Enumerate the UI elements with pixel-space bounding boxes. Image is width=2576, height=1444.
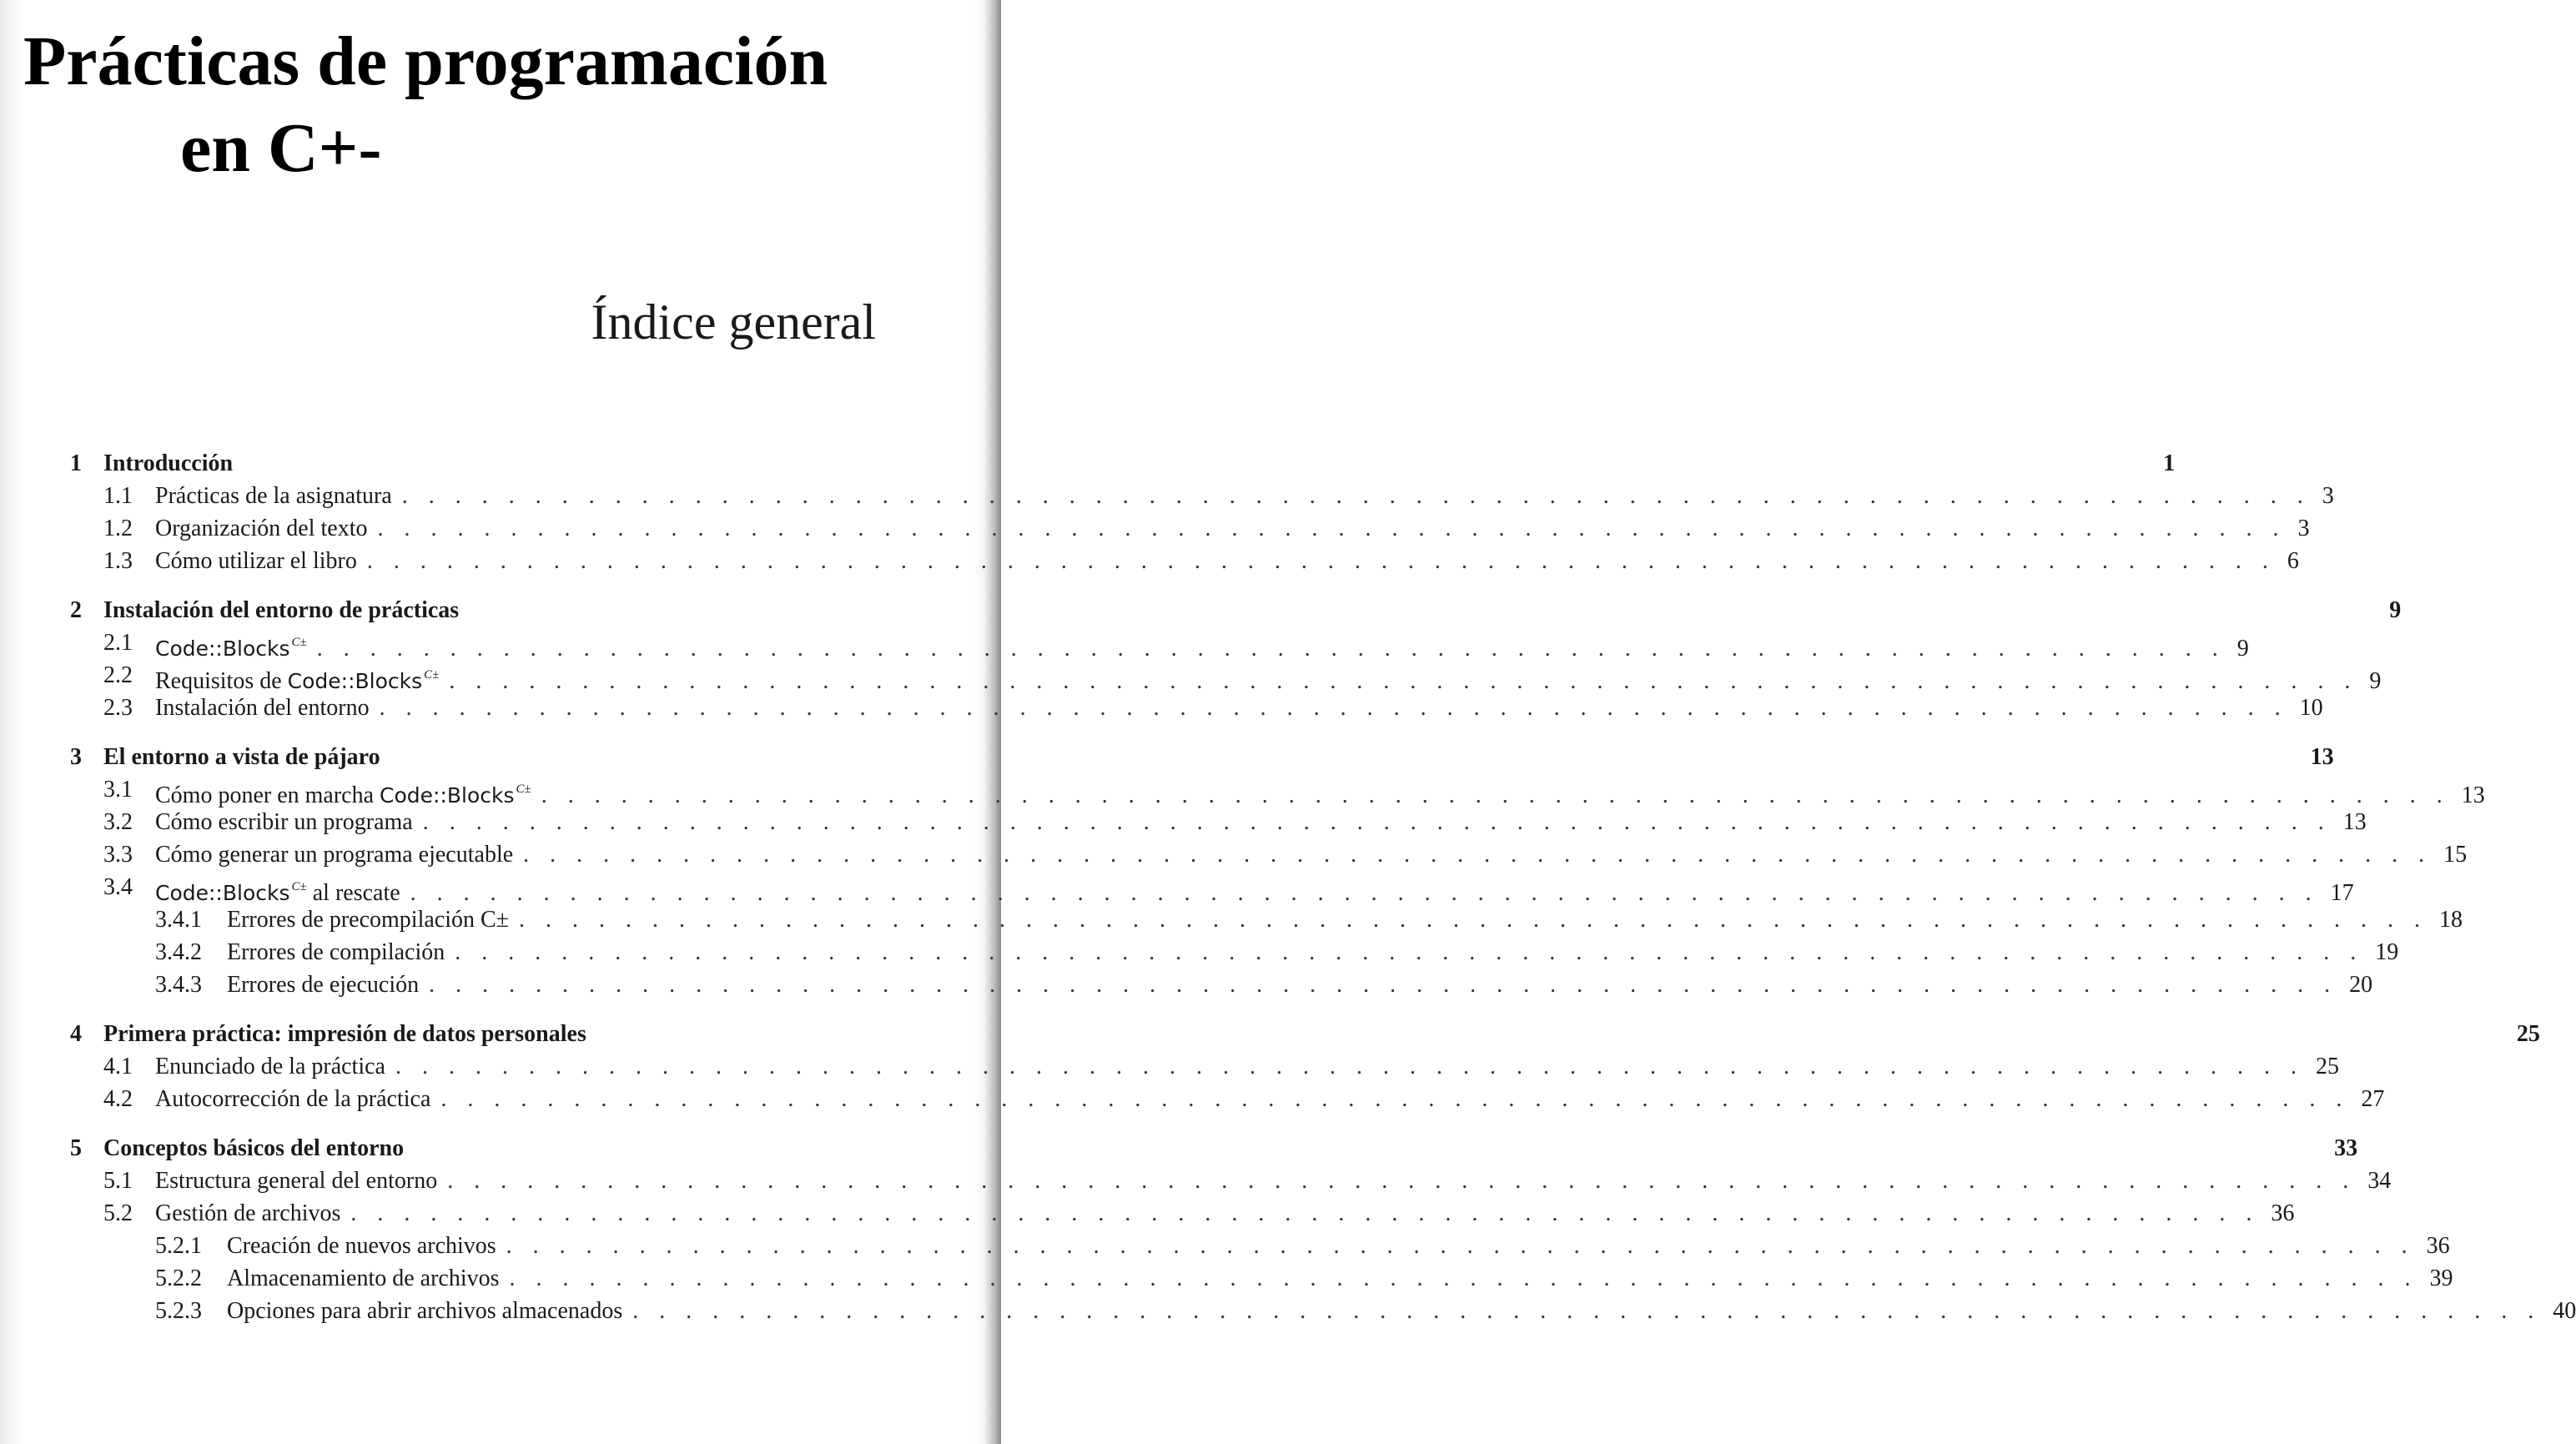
toc-entry-title: Errores de compilación [227, 939, 445, 965]
toc-entry-title: Errores de precompilación C± [227, 907, 510, 933]
toc-dot-leader: . . . . . . . . . . . . . . . . . . . . . . . . . . . . . . . . . . . . . . . . . . . . . . . . . . . . . . . . . . . . . . . . . . . . . . . . [506, 1233, 2415, 1259]
toc-entry-code-name: Code::Blocks [380, 783, 515, 808]
toc-entry-number: 3.4.2 [155, 939, 202, 965]
toc-section-entry[interactable] [0, 871, 2354, 906]
toc-entry-title: Conceptos básicos del entorno [103, 1135, 405, 1161]
toc-page-number: 17 [2330, 880, 2354, 906]
toc-dot-leader: . . . . . . . . . . . . . . . . . . . . . . . . . . . . . . . . . . . . . . . . . . . . . . . . . . . . . . . . . . . . . . . . . . . . . . . . [410, 880, 2319, 906]
toc-page-number: 36 [2426, 1233, 2450, 1259]
book-title-line-2: en C+- [180, 109, 382, 187]
toc-entry-number: 3 [70, 744, 82, 770]
toc-entry-title: Enunciado de la práctica [155, 1054, 385, 1079]
book-title-line-1: Prácticas de programación [23, 23, 828, 100]
toc-entry-number: 2.2 [103, 662, 133, 688]
toc-subsection-entry[interactable] [0, 1230, 2450, 1262]
toc-entry-title: Autocorrección de la práctica [155, 1086, 431, 1112]
toc-entry-number: 5.2.2 [155, 1265, 202, 1291]
toc-subsection-entry[interactable] [0, 969, 2373, 1001]
toc-entry-title: Requisitos de Code::Blocks $^{C\pm}$ [155, 668, 440, 694]
toc-section-entry[interactable] [0, 1083, 2385, 1115]
toc-page-number: 9 [2389, 597, 2402, 623]
toc-dot-leader: . . . . . . . . . . . . . . . . . . . . . . . . . . . . . . . . . . . . . . . . . . . . . . . . . . . . . . . . . . . . . . . . . . . . . . . . [377, 516, 2287, 541]
toc-entry-number: 1 [70, 450, 82, 476]
toc-entry-title: Primera práctica: impresión de datos personales [103, 1021, 586, 1047]
index-heading: Índice general [591, 294, 876, 350]
toc-page-number: 6 [2287, 548, 2299, 574]
book-title [23, 18, 828, 192]
toc-chapter-entry[interactable] [0, 1018, 2540, 1050]
toc-entry-title: Estructura general del entorno [155, 1168, 438, 1194]
toc-subsection-entry[interactable] [0, 936, 2399, 969]
toc-subsection-entry[interactable] [0, 903, 2463, 936]
toc-entry-title: Cómo generar un programa ejecutable [155, 842, 514, 868]
toc-page-number: 13 [2461, 782, 2485, 808]
toc-page-number: 34 [2367, 1168, 2392, 1194]
toc-entry-number: 3.1 [103, 777, 133, 803]
toc-dot-leader: . . . . . . . . . . . . . . . . . . . . . . . . . . . . . . . . . . . . . . . . . . . . . . . . . . . . . . . . . . . . . . . . . . . . . . . . [366, 548, 2276, 574]
toc-entry-superscript: C± [291, 636, 307, 649]
toc-chapter-entry[interactable] [0, 1132, 2358, 1165]
toc-dot-leader: . . . . . . . . . . . . . . . . . . . . . . . . . . . . . . . . . . . . . . . . . . . . . . . . . . . . . . . . . . . . . . . . . . . . . . . . [509, 1265, 2418, 1291]
toc-section-entry[interactable] [0, 773, 2485, 808]
toc-section-entry[interactable] [0, 545, 2299, 577]
toc-dot-leader: . . . . . . . . . . . . . . . . . . . . . . . . . . . . . . . . . . . . . . . . . . . . . . . . . . . . . . . . . . . . . . . . . . . . . . . . [379, 695, 2288, 721]
toc-subsection-entry[interactable] [0, 1295, 2576, 1327]
toc-dot-leader: . . . . . . . . . . . . . . . . . . . . . . . . . . . . . . . . . . . . . . . . . . . . . . . . . . . . . . . . . . . . . . . . . . . . . . . . [523, 842, 2433, 868]
toc-entry-title: Organización del texto [155, 516, 368, 541]
toc-dot-leader: . . . . . . . . . . . . . . . . . . . . . . . . . . . . . . . . . . . . . . . . . . . . . . . . . . . . . . . . . . . . . . . . . . . . . . . . [541, 782, 2450, 808]
toc-entry-number: 4.1 [103, 1054, 133, 1079]
toc-page-number: 20 [2349, 972, 2373, 998]
toc-chapter-block [0, 447, 2334, 577]
toc-entry-number: 5 [70, 1135, 82, 1161]
toc-entry-superscript: C± [291, 880, 307, 893]
toc-dot-leader: . . . . . . . . . . . . . . . . . . . . . . . . . . . . . . . . . . . . . . . . . . . . . . . . . . . . . . . . . . . . . . . . . . . . . . . . [447, 1168, 2357, 1194]
toc-page-number: 25 [2315, 1054, 2339, 1079]
toc-page-number: 36 [2271, 1200, 2295, 1226]
toc-entry-title: Instalación del entorno de prácticas [103, 597, 460, 623]
toc-entry-number: 3.2 [103, 809, 133, 835]
toc-section-entry[interactable] [0, 838, 2468, 871]
toc-page-number: 13 [2310, 744, 2334, 770]
toc-entry-number: 5.1 [103, 1168, 133, 1194]
toc-entry-title: Code::Blocks $^{C\pm}$ al rescate [155, 880, 400, 906]
toc-page-number: 13 [2342, 809, 2367, 835]
toc-section-entry[interactable] [0, 1165, 2392, 1197]
toc-entry-number: 4.2 [103, 1086, 133, 1112]
toc-entry-number: 3.4.1 [155, 907, 202, 933]
toc-page-number: 15 [2443, 842, 2468, 868]
toc-dot-leader: . . . . . . . . . . . . . . . . . . . . . . . . . . . . . . . . . . . . . . . . . . . . . . . . . . . . . . . . . . . . . . . . . . . . . . . . [440, 1086, 2350, 1112]
toc-entry-title: Gestión de archivos [155, 1200, 341, 1226]
toc-entry-title: Cómo poner en marcha Code::Blocks $^{C\pm}$ [155, 782, 531, 808]
toc-entry-number: 3.4.3 [155, 972, 202, 998]
toc-subsection-entry[interactable] [0, 1262, 2453, 1295]
toc-entry-code-name: Code::Blocks [155, 636, 290, 661]
toc-entry-number: 3.3 [103, 842, 133, 868]
toc-entry-superscript: C± [424, 668, 440, 682]
toc-entry-number: 2.1 [103, 630, 133, 656]
toc-entry-title: Cómo escribir un programa [155, 809, 413, 835]
toc-dot-leader: . . . . . . . . . . . . . . . . . . . . . . . . . . . . . . . . . . . . . . . . . . . . . . . . . . . . . . . . . . . . . . . . . . . . . . . . [422, 809, 2332, 835]
toc-dot-leader: . . . . . . . . . . . . . . . . . . . . . . . . . . . . . . . . . . . . . . . . . . . . . . . . . . . . . . . . . . . . . . . . . . . . . . . . [401, 483, 2311, 509]
toc-entry-code-name: Code::Blocks [287, 669, 423, 693]
toc-entry-title: Creación de nuevos archivos [227, 1233, 496, 1259]
toc-entry-number: 5.2.3 [155, 1298, 202, 1324]
toc-entry-number: 2 [70, 597, 82, 623]
toc-entry-title: Opciones para abrir archivos almacenados [227, 1298, 623, 1324]
toc-page-number: 40 [2553, 1298, 2576, 1324]
toc-dot-leader: . . . . . . . . . . . . . . . . . . . . . . . . . . . . . . . . . . . . . . . . . . . . . . . . . . . . . . . . . . . . . . . . . . . . . . . . [632, 1298, 2542, 1324]
toc-page-number: 3 [2322, 483, 2334, 509]
toc-section-entry[interactable] [0, 480, 2334, 512]
toc-entry-number: 4 [70, 1021, 82, 1047]
toc-entry-title: El entorno a vista de pájaro [103, 744, 380, 770]
toc-page-number: 27 [2361, 1086, 2385, 1112]
toc-dot-leader: . . . . . . . . . . . . . . . . . . . . . . . . . . . . . . . . . . . . . . . . . . . . . . . . . . . . . . . . . . . . . . . . . . . . . . . . [395, 1054, 2304, 1079]
toc-entry-number: 2.3 [103, 695, 133, 721]
toc-page-number: 33 [2334, 1135, 2358, 1161]
toc-page-number: 18 [2439, 907, 2463, 933]
toc-chapter-block [0, 741, 2485, 1001]
toc-entry-number: 3.4 [103, 874, 133, 900]
toc-entry-number: 1.2 [103, 516, 133, 541]
toc-chapter-block [0, 1132, 2576, 1327]
toc-chapter-entry[interactable] [0, 741, 2334, 773]
toc-page-number: 10 [2299, 695, 2323, 721]
toc-entry-code-name: Code::Blocks [155, 881, 290, 905]
toc-page-number: 39 [2429, 1265, 2453, 1291]
toc-page-number: 1 [2163, 450, 2176, 476]
toc-dot-leader: . . . . . . . . . . . . . . . . . . . . . . . . . . . . . . . . . . . . . . . . . . . . . . . . . . . . . . . . . . . . . . . . . . . . . . . . [449, 668, 2358, 694]
toc-page-number: 25 [2516, 1021, 2540, 1047]
toc-section-entry[interactable] [0, 1197, 2295, 1230]
toc-entry-superscript: C± [516, 782, 531, 796]
toc-section-entry[interactable] [0, 692, 2323, 724]
toc-entry-title: Introducción [103, 450, 234, 476]
toc-chapter-block [0, 594, 2402, 724]
toc-entry-title: Errores de ejecución [227, 972, 420, 998]
toc-section-entry[interactable] [0, 806, 2367, 838]
toc-page-number: 19 [2375, 939, 2399, 965]
table-of-contents [0, 447, 2576, 1344]
toc-chapter-entry[interactable] [0, 594, 2402, 626]
toc-section-entry[interactable] [0, 659, 2382, 694]
toc-entry-title: Instalación del entorno [155, 695, 370, 721]
toc-entry-title: Cómo utilizar el libro [155, 548, 357, 574]
toc-section-entry[interactable] [0, 1050, 2339, 1083]
toc-dot-leader: . . . . . . . . . . . . . . . . . . . . . . . . . . . . . . . . . . . . . . . . . . . . . . . . . . . . . . . . . . . . . . . . . . . . . . . . [316, 636, 2226, 662]
toc-chapter-entry[interactable] [0, 447, 2176, 480]
toc-dot-leader: . . . . . . . . . . . . . . . . . . . . . . . . . . . . . . . . . . . . . . . . . . . . . . . . . . . . . . . . . . . . . . . . . . . . . . . . [429, 972, 2338, 998]
toc-page-number: 9 [2369, 668, 2382, 694]
toc-entry-number: 1.1 [103, 483, 133, 509]
toc-dot-leader: . . . . . . . . . . . . . . . . . . . . . . . . . . . . . . . . . . . . . . . . . . . . . . . . . . . . . . . . . . . . . . . . . . . . . . . . [519, 907, 2428, 933]
toc-entry-number: 5.2.1 [155, 1233, 202, 1259]
toc-chapter-block [0, 1018, 2540, 1115]
toc-page-number: 3 [2297, 516, 2310, 541]
toc-dot-leader: . . . . . . . . . . . . . . . . . . . . . . . . . . . . . . . . . . . . . . . . . . . . . . . . . . . . . . . . . . . . . . . . . . . . . . . . [455, 939, 2364, 965]
toc-entry-title: Almacenamiento de archivos [227, 1265, 500, 1291]
toc-section-entry[interactable] [0, 626, 2249, 662]
toc-entry-title: Prácticas de la asignatura [155, 483, 392, 509]
toc-entry-number: 1.3 [103, 548, 133, 574]
toc-dot-leader: . . . . . . . . . . . . . . . . . . . . . . . . . . . . . . . . . . . . . . . . . . . . . . . . . . . . . . . . . . . . . . . . . . . . . . . . [350, 1200, 2260, 1226]
toc-entry-number: 5.2 [103, 1200, 133, 1226]
toc-section-entry[interactable] [0, 512, 2310, 545]
toc-page-number: 9 [2236, 636, 2249, 662]
